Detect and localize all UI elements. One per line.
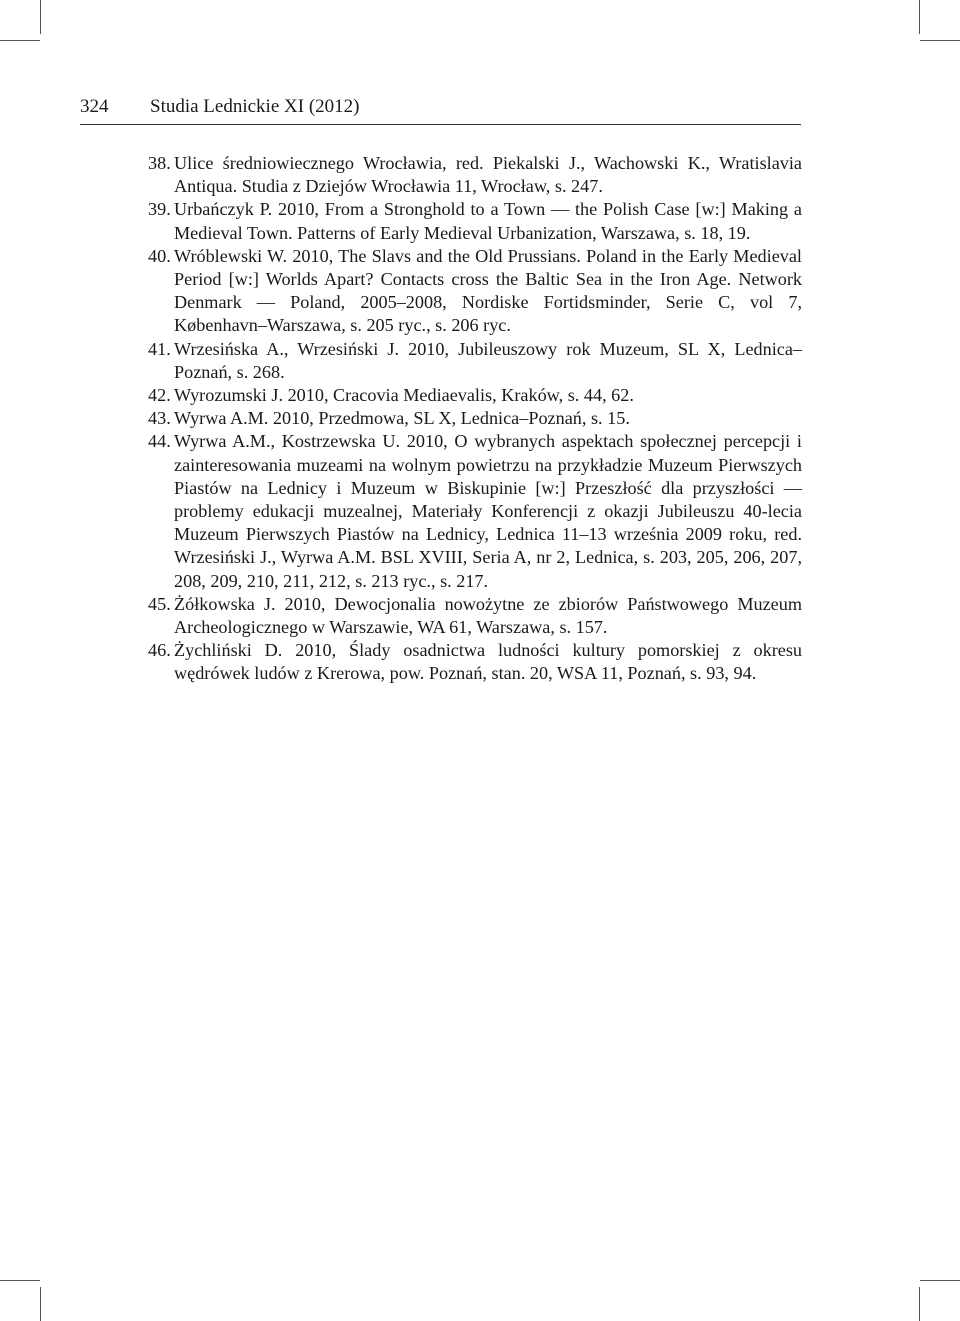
reference-text: Wróblewski W. 2010, The Slavs and the Old Prussians. Poland in the Early Medieval Period [w:] Worlds Apart? Contacts cross the Baltic Sea in the Iron Age. Network Denmark — Poland, 2005–2008, Nordiske Fortidsminder, Serie C, vol 7, København–Warszawa, s. 205 ryc., s. 206 ryc. — [174, 245, 802, 336]
reference-text: Wyrwa A.M. 2010, Przedmowa, SL X, Lednica–Poznań, s. 15. — [174, 408, 630, 429]
crop-mark — [40, 0, 41, 34]
crop-mark — [40, 1287, 41, 1321]
reference-text: Ulice średniowiecznego Wrocławia, red. Piekalski J., Wachowski K., Wratislavia Antiqua. Studia z Dziejów Wrocławia 11, Wrocław, s. 247. — [174, 153, 802, 197]
reference-item — [148, 198, 802, 244]
crop-mark — [920, 1280, 960, 1281]
header-rule — [80, 124, 801, 125]
bibliography-list — [148, 152, 802, 686]
reference-item — [148, 338, 802, 384]
crop-mark — [920, 40, 960, 41]
reference-text: Wrzesińska A., Wrzesiński J. 2010, Jubileuszowy rok Muzeum, SL X, Lednica–Poznań, s. 268. — [174, 338, 802, 382]
reference-number: 41. — [148, 338, 171, 359]
reference-item — [148, 245, 802, 338]
reference-item — [148, 407, 802, 430]
reference-number: 39. — [148, 199, 171, 220]
reference-item — [148, 639, 802, 685]
crop-mark — [919, 1287, 920, 1321]
crop-mark — [919, 0, 920, 34]
journal-title: Studia Lednickie XI (2012) — [150, 96, 360, 117]
crop-mark — [0, 40, 40, 41]
reference-number: 45. — [148, 593, 171, 614]
reference-text: Żółkowska J. 2010, Dewocjonalia nowożytne ze zbiorów Państwowego Muzeum Archeologicznego w Warszawie, WA 61, Warszawa, s. 157. — [174, 593, 802, 638]
reference-text: Wyrozumski J. 2010, Cracovia Mediaevalis, Kraków, s. 44, 62. — [174, 385, 634, 406]
reference-number: 44. — [148, 431, 171, 452]
reference-number: 42. — [148, 385, 171, 406]
reference-number: 38. — [148, 153, 171, 173]
reference-number: 40. — [148, 245, 171, 266]
reference-number: 43. — [148, 408, 171, 429]
reference-item — [148, 430, 802, 592]
reference-text: Urbańczyk P. 2010, From a Stronghold to a Town — the Polish Case [w:] Making a Medieval Town. Patterns of Early Medieval Urbanization, Warszawa, s. 18, 19. — [174, 199, 802, 243]
reference-item — [148, 384, 802, 407]
reference-text: Wyrwa A.M., Kostrzewska U. 2010, O wybranych aspektach społecznej percepcji i zainteresowania muzeami na wolnym powietrzu na przykładzie Muzeum Pierwszych Piastów na Lednicy i Muzeum w Biskupinie [w:] Przeszłość dla przyszłości — problemy edukacji muzealnej, Materiały Konferencji z okazji Jubileuszu 40-lecia Muzeum Pierwszych Piastów na Lednicy, Lednica 11–13 września 2009 roku, red. Wrzesiński J., Wyrwa A.M. BSL XVIII, Seria A, nr 2, Lednica, s. 203, 205, 206, 207, 208, 209, 210, 211, 212, s. 213 ryc., s. 217. — [174, 431, 802, 591]
running-header — [80, 96, 800, 126]
page-number: 324 — [80, 96, 109, 117]
reference-number: 46. — [148, 640, 171, 661]
reference-text: Żychliński D. 2010, Ślady osadnictwa ludności kultury pomorskiej z okresu wędrówek ludów z Krerowa, pow. Poznań, stan. 20, WSA 11, Poznań, s. 93, 94. — [174, 640, 802, 684]
reference-item — [148, 152, 802, 198]
crop-mark — [0, 1280, 40, 1281]
reference-item — [148, 593, 802, 639]
